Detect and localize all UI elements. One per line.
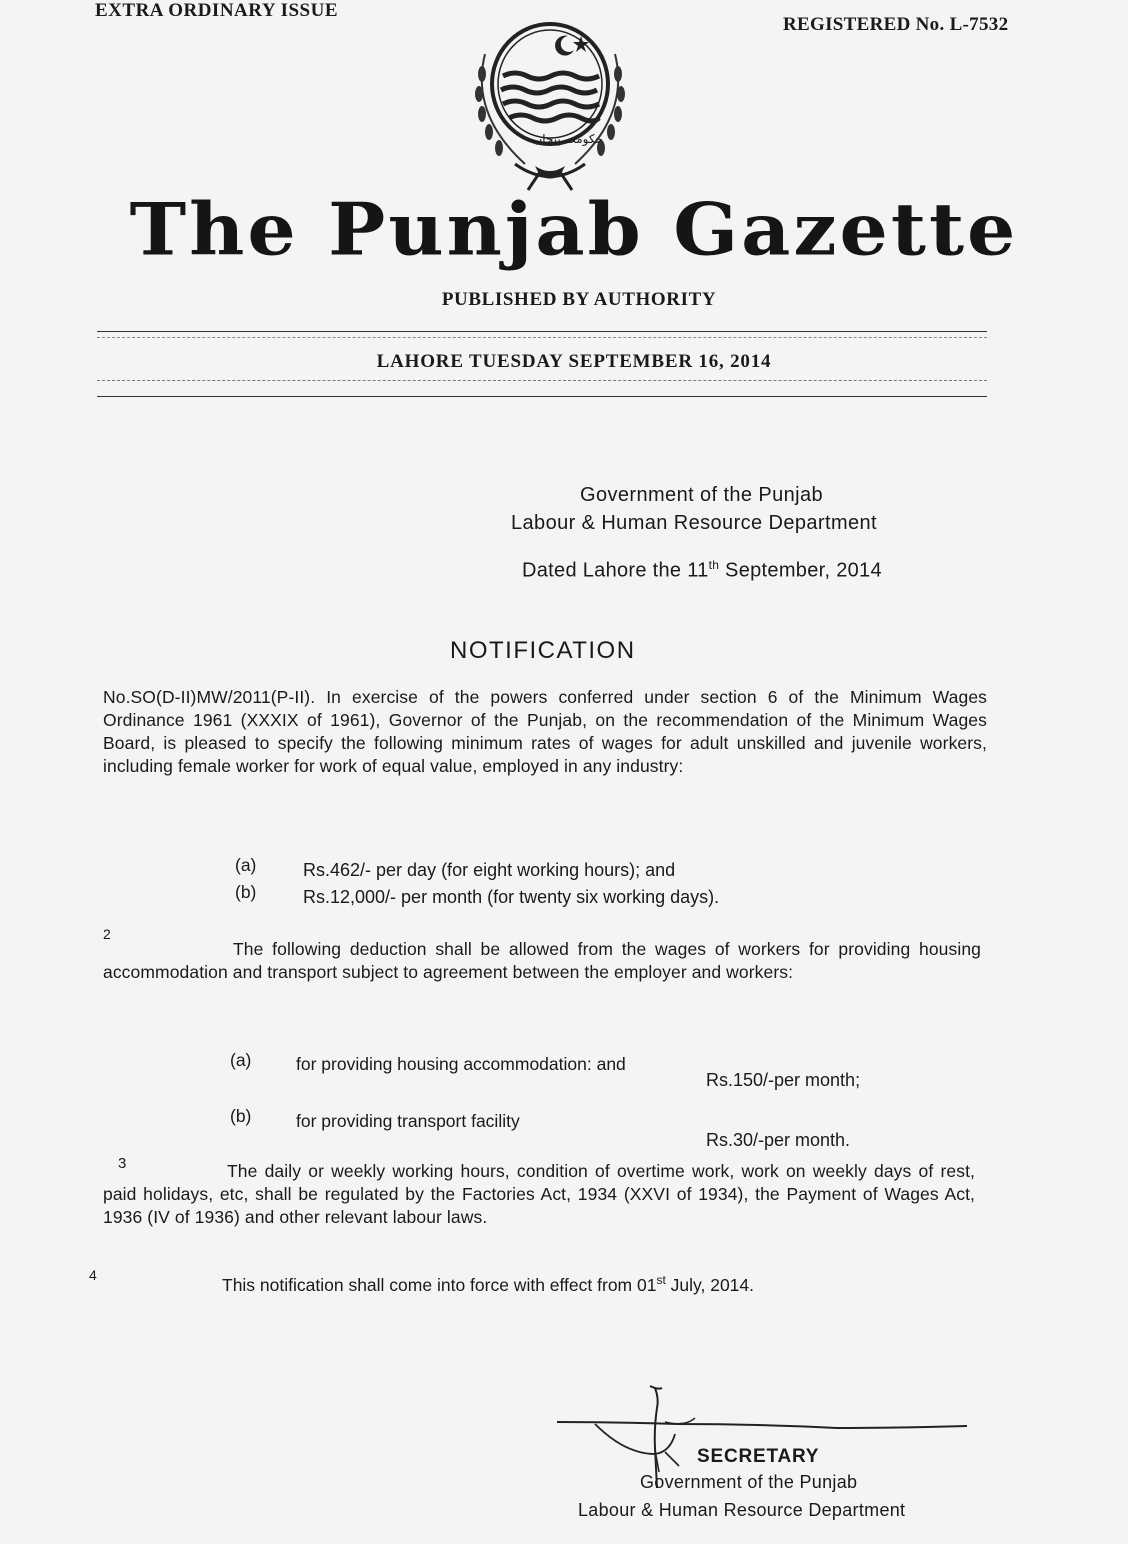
signatory-title: SECRETARY [697, 1446, 820, 1467]
paragraph-4 [222, 1273, 754, 1296]
gazette-title: The Punjab Gazette [129, 187, 1019, 272]
deduction-a-label: (a) [230, 1050, 252, 1070]
emblem-caption: حکومت پنجاب [531, 132, 603, 146]
paragraph-2-number: 2 [103, 926, 111, 942]
signatory-department: Labour & Human Resource Department [578, 1500, 906, 1520]
paragraph-2: The following deduction shall be allowed from the wages of workers for providing housing accommodation and transport subject to agreement between the employer and workers: [103, 939, 981, 982]
header-rule-top [97, 331, 987, 332]
header-rule-bottom-dashed [97, 380, 987, 381]
paragraph-4-sup: st [656, 1273, 666, 1287]
dated-suffix: September, 2014 [719, 559, 882, 582]
deduction-a-text: for providing housing accommodation: and [296, 1054, 626, 1074]
paragraph-4-number: 4 [89, 1267, 97, 1283]
government-name: Government of the Punjab [580, 484, 824, 506]
paragraph-4-prefix: This notification shall come into force with effect from 01 [222, 1274, 657, 1295]
punjab-emblem-icon [455, 14, 645, 200]
paragraph-4-suffix: July, 2014. [665, 1274, 755, 1295]
deduction-a-value: Rs.150/-per month; [706, 1070, 861, 1090]
paragraph-3: The daily or weekly working hours, condition of overtime work, work on weekly days of rest, paid holidays, etc, shall be regulated by the Factories Act, 1934 (XXVI of 1934), the Payment of Wages Act, 1936 (IV of 1936) and other relevant labour laws. [103, 1161, 975, 1227]
dated-line [522, 558, 882, 583]
paragraph-3-number: 3 [118, 1155, 127, 1172]
gazette-title-wrap [0, 185, 1128, 274]
deduction-b-text: for providing transport facility [296, 1111, 520, 1131]
rate-a-label: (a) [235, 855, 257, 875]
extra-ordinary-issue-label: EXTRA ORDINARY ISSUE [95, 0, 339, 21]
deduction-b-label: (b) [230, 1106, 252, 1126]
rate-b-text: Rs.12,000/- per month (for twenty six working days). [303, 887, 720, 907]
paragraph-1: No.SO(D-II)MW/2011(P-II). In exercise of the powers conferred under section 6 of the Minimum Wages Ordinance 1961 (XXXIX of 1961), Governor of the Punjab, on the recommendation of the Minimum Wages Board, is pleased to specify the following minimum rates of wages for adult unskilled and juvenile workers, including female worker for work of equal value, employed in any industry: [103, 687, 987, 776]
notification-heading: NOTIFICATION [450, 637, 636, 664]
published-by-authority: PUBLISHED BY AUTHORITY [441, 289, 717, 310]
dated-sup: th [708, 558, 720, 572]
header-rule-top-dashed [97, 337, 987, 338]
header-rule-bottom [97, 396, 987, 397]
registration-number: REGISTERED No. L-7532 [783, 14, 1009, 35]
deduction-b-value: Rs.30/-per month. [706, 1130, 851, 1150]
rate-b-label: (b) [235, 882, 257, 902]
dated-prefix: Dated Lahore the 11 [522, 559, 709, 582]
signatory-government: Government of the Punjab [640, 1472, 858, 1492]
issue-date: LAHORE TUESDAY SEPTEMBER 16, 2014 [376, 351, 772, 372]
department-name: Labour & Human Resource Department [511, 512, 878, 534]
rate-a-text: Rs.462/- per day (for eight working hours); and [303, 860, 676, 880]
